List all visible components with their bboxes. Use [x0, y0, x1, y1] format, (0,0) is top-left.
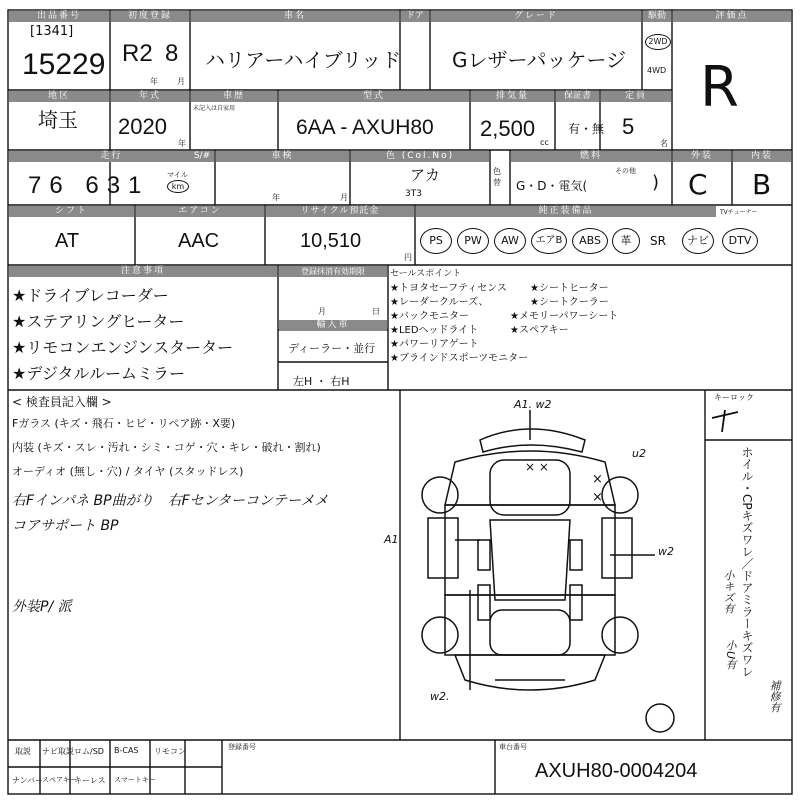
reg-number-label: 登録番号: [228, 743, 256, 751]
chassis-label: 車台番号: [499, 743, 527, 751]
first-reg-month-unit: 月: [177, 77, 185, 86]
inspector-line-audio: オーディオ (無し・穴) / タイヤ (スタッドレス): [12, 465, 244, 478]
reg-expiry-month: 月: [318, 307, 326, 316]
mileage-unit-mile: マイル: [167, 171, 188, 179]
model-code: 6AA - AXUH80: [296, 116, 434, 139]
header-displacement: 排気量: [471, 91, 554, 102]
header-lot-no: 出品番号: [9, 11, 109, 22]
diagram-mark-top: A1. w2: [514, 398, 552, 411]
handwritten-note-1: 右Fインパネ BP曲がり 右Fセンターコンテーメメ: [12, 493, 329, 509]
shape-note: 未記入は自家用: [193, 105, 236, 112]
header-warranty: 保証書: [556, 91, 599, 102]
header-sales-points: セールスポイント: [390, 269, 462, 279]
first-reg-year-unit: 年: [150, 77, 158, 86]
mileage-unit-km: km: [167, 180, 189, 193]
warranty: 有・無: [568, 122, 605, 136]
note-item-2: ★ステアリングヒーター: [12, 312, 185, 331]
header-first-reg: 初度登録: [111, 11, 189, 22]
header-fuel: 燃料: [511, 151, 671, 162]
handwritten-note-3: 外装P/ 派: [12, 599, 72, 615]
equipment-pw: PW: [457, 228, 489, 254]
equipment-navi: ナビ: [682, 228, 714, 254]
note-item-1: ★ドライブレコーダー: [12, 286, 169, 305]
color-name: アカ: [410, 166, 440, 184]
inspector-line-glass: Fガラス (キズ・飛石・ヒビ・リペア跡・X要): [12, 417, 236, 430]
diagram-mark-u2: u2: [632, 447, 646, 460]
header-import: 輸入車: [279, 320, 387, 331]
diagram-mark-a1: A1: [384, 533, 399, 546]
import-dealer: ディーラー・並行: [288, 342, 376, 355]
inspector-header: < 検査員記入欄 >: [12, 395, 112, 409]
capacity: 5: [622, 114, 635, 139]
equipment-aw: AW: [494, 228, 526, 254]
first-reg-month: 8: [165, 40, 179, 67]
header-keylock: キーロック: [714, 393, 754, 402]
sales-point-row: ★パワーリアゲート: [390, 339, 479, 350]
displacement: 2,500: [480, 116, 536, 141]
import-handle: 左H ・ 右H: [293, 375, 350, 388]
header-notes: 注意事項: [9, 266, 277, 277]
shift: AT: [55, 230, 80, 252]
header-interior: 内装: [733, 151, 791, 162]
note-item-3: ★リモコンエンジンスターター: [12, 338, 234, 357]
fuel-options: G・D・電気(: [516, 179, 588, 193]
handwritten-note-2: コアサポート BP: [12, 518, 119, 534]
header-exterior: 外装: [673, 151, 731, 162]
aircon: AAC: [178, 230, 220, 252]
side-hand-1: 小キズ有: [722, 570, 735, 614]
header-year: 年式: [111, 91, 189, 102]
recycle-fee: 10,510: [300, 230, 362, 252]
displacement-unit: cc: [540, 138, 549, 147]
equipment-leather: 革: [612, 228, 640, 254]
score: R: [700, 55, 739, 120]
grade: Gレザーパッケージ: [452, 48, 627, 72]
bottom-item-plate: ナンバー: [12, 776, 44, 785]
first-reg-era: R2: [122, 40, 153, 67]
diagram-mark-x2: ×: [592, 472, 603, 487]
sales-point-row: ★レーダークルーズ、 ★シートクーラー: [390, 297, 609, 308]
color-change: 色替: [493, 167, 501, 187]
equipment-ps: PS: [420, 228, 452, 254]
reg-expiry-day: 日: [372, 307, 380, 316]
bottom-item-rom: ロム/SD: [74, 747, 104, 756]
recycle-unit: 円: [404, 253, 412, 262]
fuel-close: ): [652, 172, 660, 193]
header-drive: 駆動: [643, 11, 671, 22]
header-score: 評価点: [673, 11, 791, 22]
bottom-item-smart-key: スマートキー: [114, 776, 156, 784]
header-s-flag: S/#: [190, 151, 214, 162]
header-equipment: 純正装備品: [416, 206, 716, 217]
header-area: 地区: [9, 91, 109, 102]
exterior-grade: C: [688, 168, 708, 201]
inspection-month: 月: [340, 193, 348, 202]
car-name: ハリアーハイブリッド: [205, 48, 402, 72]
equipment-airbag: エアB: [531, 228, 567, 254]
header-recycle: リサイクル預託金: [266, 206, 414, 217]
header-aircon: エアコン: [136, 206, 264, 217]
header-model: 型式: [279, 91, 469, 102]
sales-point-row: ★ブラインドスポーツモニター: [390, 353, 529, 364]
chassis-number: AXUH80-0004204: [535, 760, 698, 782]
header-shape: 車歴: [191, 91, 277, 102]
equipment-abs: ABS: [572, 228, 608, 254]
sales-point-row: ★トヨタセーフティセンス ★シートヒーター: [390, 283, 609, 294]
header-capacity: 定員: [601, 91, 671, 102]
header-car-name: 車名: [191, 11, 399, 22]
side-damage-text: ホイル・CPキズワレ／ドアミラーキズワレ: [740, 446, 754, 678]
side-hand-2: 小U有: [724, 640, 737, 671]
drive-4wd: 4WD: [647, 66, 667, 75]
bottom-item-remote: リモコン: [154, 747, 186, 756]
model-year: 2020: [118, 114, 167, 139]
header-door: ドア: [401, 11, 429, 22]
mileage: 76 631: [28, 172, 150, 199]
bottom-item-navi-manual: ナビ取説: [42, 747, 74, 756]
area: 埼玉: [38, 108, 78, 132]
header-inspection: 車検: [216, 151, 349, 162]
model-year-unit: 年: [178, 139, 186, 148]
fuel-other: その他: [615, 167, 636, 175]
color-code: 3T3: [405, 189, 422, 199]
equipment-dtv: DTV: [722, 228, 758, 254]
diagram-mark-w2-right: w2: [658, 545, 674, 558]
capacity-unit: 名: [660, 139, 668, 148]
drive-2wd: 2WD: [645, 34, 671, 50]
note-item-4: ★デジタルルームミラー: [12, 364, 185, 383]
bottom-item-manual: 取説: [15, 747, 31, 756]
diagram-mark-xx: × ×: [525, 460, 549, 474]
bottom-item-keyless: キーレス: [74, 776, 106, 785]
side-hand-3: 補修有: [768, 680, 781, 713]
lot-number: 15229: [22, 48, 106, 81]
bottom-item-bcas: B-CAS: [114, 746, 139, 755]
diagram-mark-x3: ×: [592, 490, 603, 505]
diagram-mark-w2-bottom: w2.: [430, 690, 450, 703]
bottom-item-spare-key: スペアキー: [42, 776, 77, 784]
sales-points: [390, 282, 618, 366]
inspector-line-interior: 内装 (キズ・スレ・汚れ・シミ・コゲ・穴・キレ・破れ・割れ): [12, 441, 321, 454]
interior-grade: B: [752, 168, 772, 201]
header-shift: シフト: [9, 206, 134, 217]
header-reg-expiry: 登録抹消有効期限: [279, 266, 387, 277]
sales-point-row: ★LEDヘッドライト ★スペアキー: [390, 325, 569, 336]
sales-point-row: ★バックモニター ★メモリーパワーシート: [390, 311, 619, 322]
header-grade: グレード: [431, 11, 641, 22]
header-mileage: 走行: [9, 151, 214, 162]
header-color: 色 (Col.No): [351, 151, 489, 162]
equipment-sr: SR: [650, 234, 666, 248]
equipment-extra: TVチューナー: [720, 209, 758, 216]
lot-bracket: [1341]: [30, 24, 74, 39]
inspection-year: 年: [272, 193, 280, 202]
